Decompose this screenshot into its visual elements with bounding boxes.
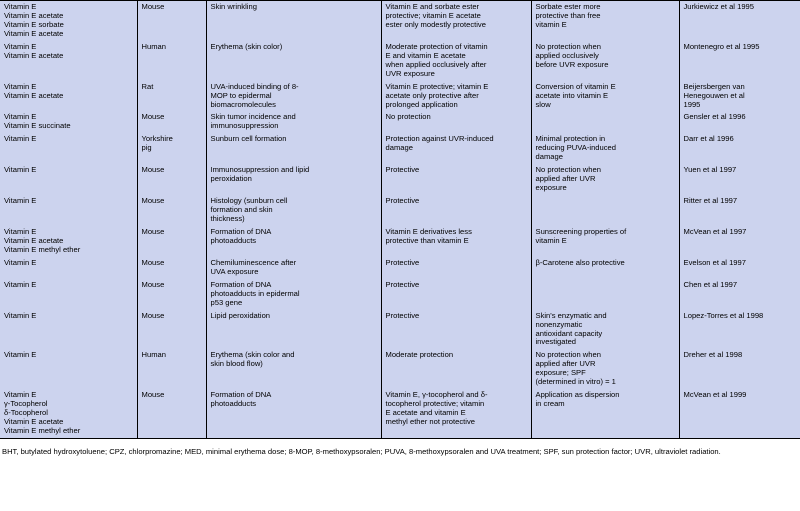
cell-line: Protective [385, 165, 420, 175]
cell-line: Evelson et al 1997 [683, 257, 746, 267]
cell-compound [0, 257, 137, 279]
cell-line: Vitamin E succinate [4, 121, 71, 131]
cell-line: Formation of DNA [210, 279, 272, 289]
cell-compound [0, 310, 137, 350]
cell-line: Skin tumor incidence and [210, 112, 296, 122]
table-row [0, 164, 800, 195]
cell-line: γ-Tocopherol [4, 399, 48, 409]
cell-line: thickness) [210, 214, 245, 224]
cell-line: Moderate protection of vitamin [385, 41, 488, 51]
cell-line: Vitamin E [4, 226, 37, 236]
cell-line: acetate into vitamin E [535, 90, 609, 100]
cell-line: antioxidant capacity [535, 328, 603, 338]
table-row [0, 1, 800, 41]
cell-line: Mouse [141, 226, 165, 236]
cell-line: Human [141, 350, 166, 360]
cell-compound [0, 279, 137, 310]
cell-uvr_protection [381, 133, 531, 164]
cell-line: when applied occlusively after [385, 59, 487, 69]
cell-line: applied occlusively [535, 50, 599, 60]
table-row [0, 81, 800, 112]
cell-line: peroxidation [210, 174, 252, 184]
cell-line: Vitamin E [4, 196, 37, 206]
cell-species [137, 164, 206, 195]
cell-comments [531, 1, 679, 41]
cell-endpoint [206, 164, 381, 195]
cell-line: UVR exposure [385, 68, 435, 78]
cell-line: Vitamin E derivatives less [385, 226, 472, 236]
cell-line: Vitamin E acetate [4, 50, 64, 60]
cell-line: Skin wrinkling [210, 2, 257, 11]
cell-species [137, 195, 206, 226]
cell-species [137, 279, 206, 310]
cell-line: McVean et al 1997 [683, 226, 747, 236]
cell-line: photoadducts [210, 235, 257, 245]
cell-line: p53 gene [210, 297, 243, 307]
cell-line: Lipid peroxidation [210, 310, 271, 320]
cell-line: applied after UVR [535, 174, 596, 184]
table-row [0, 195, 800, 226]
cell-line: methyl ether not protective [385, 417, 475, 427]
cell-compound [0, 226, 137, 257]
cell-line: Ritter et al 1997 [683, 196, 738, 206]
cell-line: Formation of DNA [210, 390, 272, 400]
cell-compound [0, 41, 137, 81]
cell-endpoint [206, 389, 381, 438]
cell-endpoint [206, 257, 381, 279]
cell-compound [0, 1, 137, 41]
cell-line: Vitamin E [4, 165, 37, 175]
cell-line: biomacromolecules [210, 99, 276, 109]
cell-line: exposure [535, 183, 567, 193]
cell-species [137, 310, 206, 350]
cell-endpoint [206, 1, 381, 41]
cell-line: Vitamin E [4, 134, 37, 144]
cell-comments [531, 133, 679, 164]
cell-reference [679, 226, 800, 257]
cell-uvr_protection [381, 226, 531, 257]
cell-line: Vitamin E methyl ether [4, 244, 81, 254]
cell-line: McVean et al 1999 [683, 390, 747, 400]
cell-line: Mouse [141, 196, 165, 206]
cell-line: nonenzymatic [535, 319, 583, 329]
cell-line: Mouse [141, 390, 165, 400]
cell-line: Yuen et al 1997 [683, 165, 737, 175]
table-row [0, 133, 800, 164]
cell-reference [679, 389, 800, 438]
cell-species [137, 81, 206, 112]
cell-species [137, 389, 206, 438]
cell-line: immunosuppression [210, 121, 279, 131]
cell-line: Mouse [141, 279, 165, 289]
cell-line: protective than free [535, 10, 601, 20]
cell-compound [0, 81, 137, 112]
cell-line: Vitamin E acetate [4, 417, 64, 427]
cell-line: δ-Tocopherol [4, 408, 48, 418]
cell-line: formation and skin [210, 205, 273, 215]
cell-line: tocopherol protective; vitamin [385, 399, 485, 409]
cell-line: vitamin E [535, 19, 567, 29]
cell-uvr_protection [381, 279, 531, 310]
cell-line: Sorbate ester more [535, 2, 601, 11]
cell-reference [679, 81, 800, 112]
cell-line: UVA-induced binding of 8- [210, 81, 299, 91]
cell-line: Mouse [141, 2, 165, 11]
cell-uvr_protection [381, 1, 531, 41]
cell-species [137, 133, 206, 164]
cell-line: exposure; SPF [535, 368, 586, 378]
cell-line: β-Carotene also protective [535, 257, 625, 267]
cell-uvr_protection [381, 310, 531, 350]
cell-line: Erythema (skin color) [210, 41, 283, 51]
cell-line: Mouse [141, 257, 165, 267]
cell-line: Sunburn cell formation [210, 134, 287, 144]
cell-compound [0, 111, 137, 133]
cell-line: Chemiluminescence after [210, 257, 297, 267]
cell-species [137, 1, 206, 41]
cell-line: Skin's enzymatic and [535, 310, 607, 320]
cell-uvr_protection [381, 195, 531, 226]
cell-line: UVA exposure [210, 266, 259, 276]
cell-line: Vitamin E protective; vitamin E [385, 81, 489, 91]
cell-species [137, 257, 206, 279]
cell-line: applied after UVR [535, 359, 596, 369]
cell-compound [0, 389, 137, 438]
cell-comments [531, 111, 679, 133]
cell-reference [679, 349, 800, 389]
cell-comments [531, 349, 679, 389]
cell-line: Vitamin E [4, 41, 37, 51]
cell-uvr_protection [381, 257, 531, 279]
cell-line: Protective [385, 279, 420, 289]
cell-line: Immunosuppression and lipid [210, 165, 310, 175]
cell-line: before UVR exposure [535, 59, 609, 69]
cell-line: Human [141, 41, 166, 51]
cell-line: Vitamin E [4, 279, 37, 289]
cell-compound [0, 133, 137, 164]
cell-reference [679, 1, 800, 41]
cell-line: Application as dispersion [535, 390, 620, 400]
cell-endpoint [206, 310, 381, 350]
cell-line: vitamin E [535, 235, 567, 245]
cell-compound [0, 349, 137, 389]
cell-line: Vitamin E [4, 390, 37, 400]
cell-comments [531, 41, 679, 81]
cell-line: prolonged application [385, 99, 458, 109]
table-row [0, 349, 800, 389]
cell-line: damage [385, 143, 413, 153]
cell-line: (determined in vitro) = 1 [535, 377, 616, 387]
cell-compound [0, 164, 137, 195]
cell-reference [679, 279, 800, 310]
cell-comments [531, 310, 679, 350]
cell-line: Vitamin E [4, 81, 37, 91]
cell-line: photoadducts in epidermal [210, 288, 300, 298]
cell-line: Vitamin E acetate [4, 28, 64, 38]
cell-line: skin blood flow) [210, 359, 263, 369]
cell-comments [531, 164, 679, 195]
cell-line: Protective [385, 257, 420, 267]
cell-uvr_protection [381, 389, 531, 438]
cell-line: Minimal protection in [535, 134, 606, 144]
cell-uvr_protection [381, 349, 531, 389]
cell-endpoint [206, 81, 381, 112]
cell-line: Protection against UVR-induced [385, 134, 494, 144]
cell-line: investigated [535, 337, 577, 347]
cell-line: protective than vitamin E [385, 235, 469, 245]
cell-line: Vitamin E [4, 310, 37, 320]
cell-reference [679, 310, 800, 350]
cell-line: Vitamin E [4, 350, 37, 360]
cell-line: Vitamin E [4, 257, 37, 267]
cell-compound [0, 195, 137, 226]
cell-endpoint [206, 111, 381, 133]
cell-comments [531, 279, 679, 310]
cell-line: Protective [385, 310, 420, 320]
table-row [0, 257, 800, 279]
cell-line: Beijersbergen van [683, 81, 745, 91]
cell-line: reducing PUVA-induced [535, 143, 616, 153]
cell-line: photoadducts [210, 399, 257, 409]
cell-line: Mouse [141, 310, 165, 320]
cell-line: E acetate and vitamin E [385, 408, 466, 418]
cell-line: Vitamin E and sorbate ester [385, 2, 480, 11]
cell-comments [531, 81, 679, 112]
cell-line: ester only modestly protective [385, 19, 486, 29]
cell-uvr_protection [381, 111, 531, 133]
cell-line: Vitamin E acetate [4, 10, 64, 20]
table-row [0, 41, 800, 81]
cell-line: Conversion of vitamin E [535, 81, 616, 91]
cell-line: Vitamin E, γ-tocopherol and δ- [385, 390, 488, 400]
cell-line: Mouse [141, 165, 165, 175]
cell-line: Dreher et al 1998 [683, 350, 743, 360]
cell-endpoint [206, 349, 381, 389]
table-row [0, 310, 800, 350]
cell-line: Protective [385, 196, 420, 206]
cell-line: No protection when [535, 350, 601, 360]
cell-line: Montenegro et al 1995 [683, 41, 760, 51]
cell-endpoint [206, 195, 381, 226]
cell-endpoint [206, 41, 381, 81]
cell-comments [531, 389, 679, 438]
cell-line: Gensler et al 1996 [683, 112, 746, 122]
cell-line: Rat [141, 81, 154, 91]
cell-line: Lopez-Torres et al 1998 [683, 310, 764, 320]
cell-reference [679, 41, 800, 81]
table-body [0, 1, 800, 439]
cell-endpoint [206, 226, 381, 257]
cell-line: Vitamin E acetate [4, 235, 64, 245]
cell-line: Vitamin E [4, 2, 37, 11]
cell-line: in cream [535, 399, 565, 409]
cell-line: Chen et al 1997 [683, 279, 738, 289]
cell-comments [531, 257, 679, 279]
table-footnote: BHT, butylated hydroxytoluene; CPZ, chlorpromazine; MED, minimal erythema dose; 8-MOP, 8-methoxypsoralen; PUVA, 8-methoxypsoralen and UVA treatment; SPF, sun protection factor; UVR, ultraviolet radiation. [2, 446, 721, 456]
table-row [0, 389, 800, 438]
cell-reference [679, 195, 800, 226]
cell-line: Mouse [141, 112, 165, 122]
cell-species [137, 226, 206, 257]
cell-line: Histology (sunburn cell [210, 196, 288, 206]
cell-line: Sunscreening properties of [535, 226, 627, 236]
cell-line: Yorkshire [141, 134, 173, 144]
cell-reference [679, 111, 800, 133]
cell-line: Formation of DNA [210, 226, 272, 236]
cell-endpoint [206, 279, 381, 310]
cell-species [137, 349, 206, 389]
cell-line: Jurkiewicz et al 1995 [683, 2, 754, 11]
cell-line: 1995 [683, 99, 701, 109]
cell-comments [531, 226, 679, 257]
cell-line: Erythema (skin color and [210, 350, 295, 360]
cell-species [137, 111, 206, 133]
cell-line: No protection when [535, 165, 601, 175]
cell-uvr_protection [381, 81, 531, 112]
cell-line: damage [535, 152, 563, 162]
cell-endpoint [206, 133, 381, 164]
cell-reference [679, 257, 800, 279]
cell-line: Vitamin E acetate [4, 90, 64, 100]
cell-line: Henegouwen et al [683, 90, 745, 100]
cell-line: Moderate protection [385, 350, 454, 360]
cell-line: Darr et al 1996 [683, 134, 734, 144]
cell-uvr_protection [381, 164, 531, 195]
cell-reference [679, 133, 800, 164]
cell-species [137, 41, 206, 81]
cell-line: No protection when [535, 41, 601, 51]
cell-line: acetate only protective after [385, 90, 479, 100]
cell-line: pig [141, 143, 152, 153]
cell-line: slow [535, 99, 551, 109]
cell-line: Vitamin E sorbate [4, 19, 64, 29]
cell-line: E and vitamin E acetate [385, 50, 466, 60]
cell-reference [679, 164, 800, 195]
table-row [0, 226, 800, 257]
cell-uvr_protection [381, 41, 531, 81]
cell-comments [531, 195, 679, 226]
cell-line: MOP to epidermal [210, 90, 272, 100]
table-row [0, 279, 800, 310]
cell-line: protective; vitamin E acetate [385, 10, 481, 20]
cell-line: Vitamin E methyl ether [4, 426, 81, 436]
cell-line: Vitamin E [4, 112, 37, 122]
table-row [0, 111, 800, 133]
cell-line: No protection [385, 112, 431, 122]
